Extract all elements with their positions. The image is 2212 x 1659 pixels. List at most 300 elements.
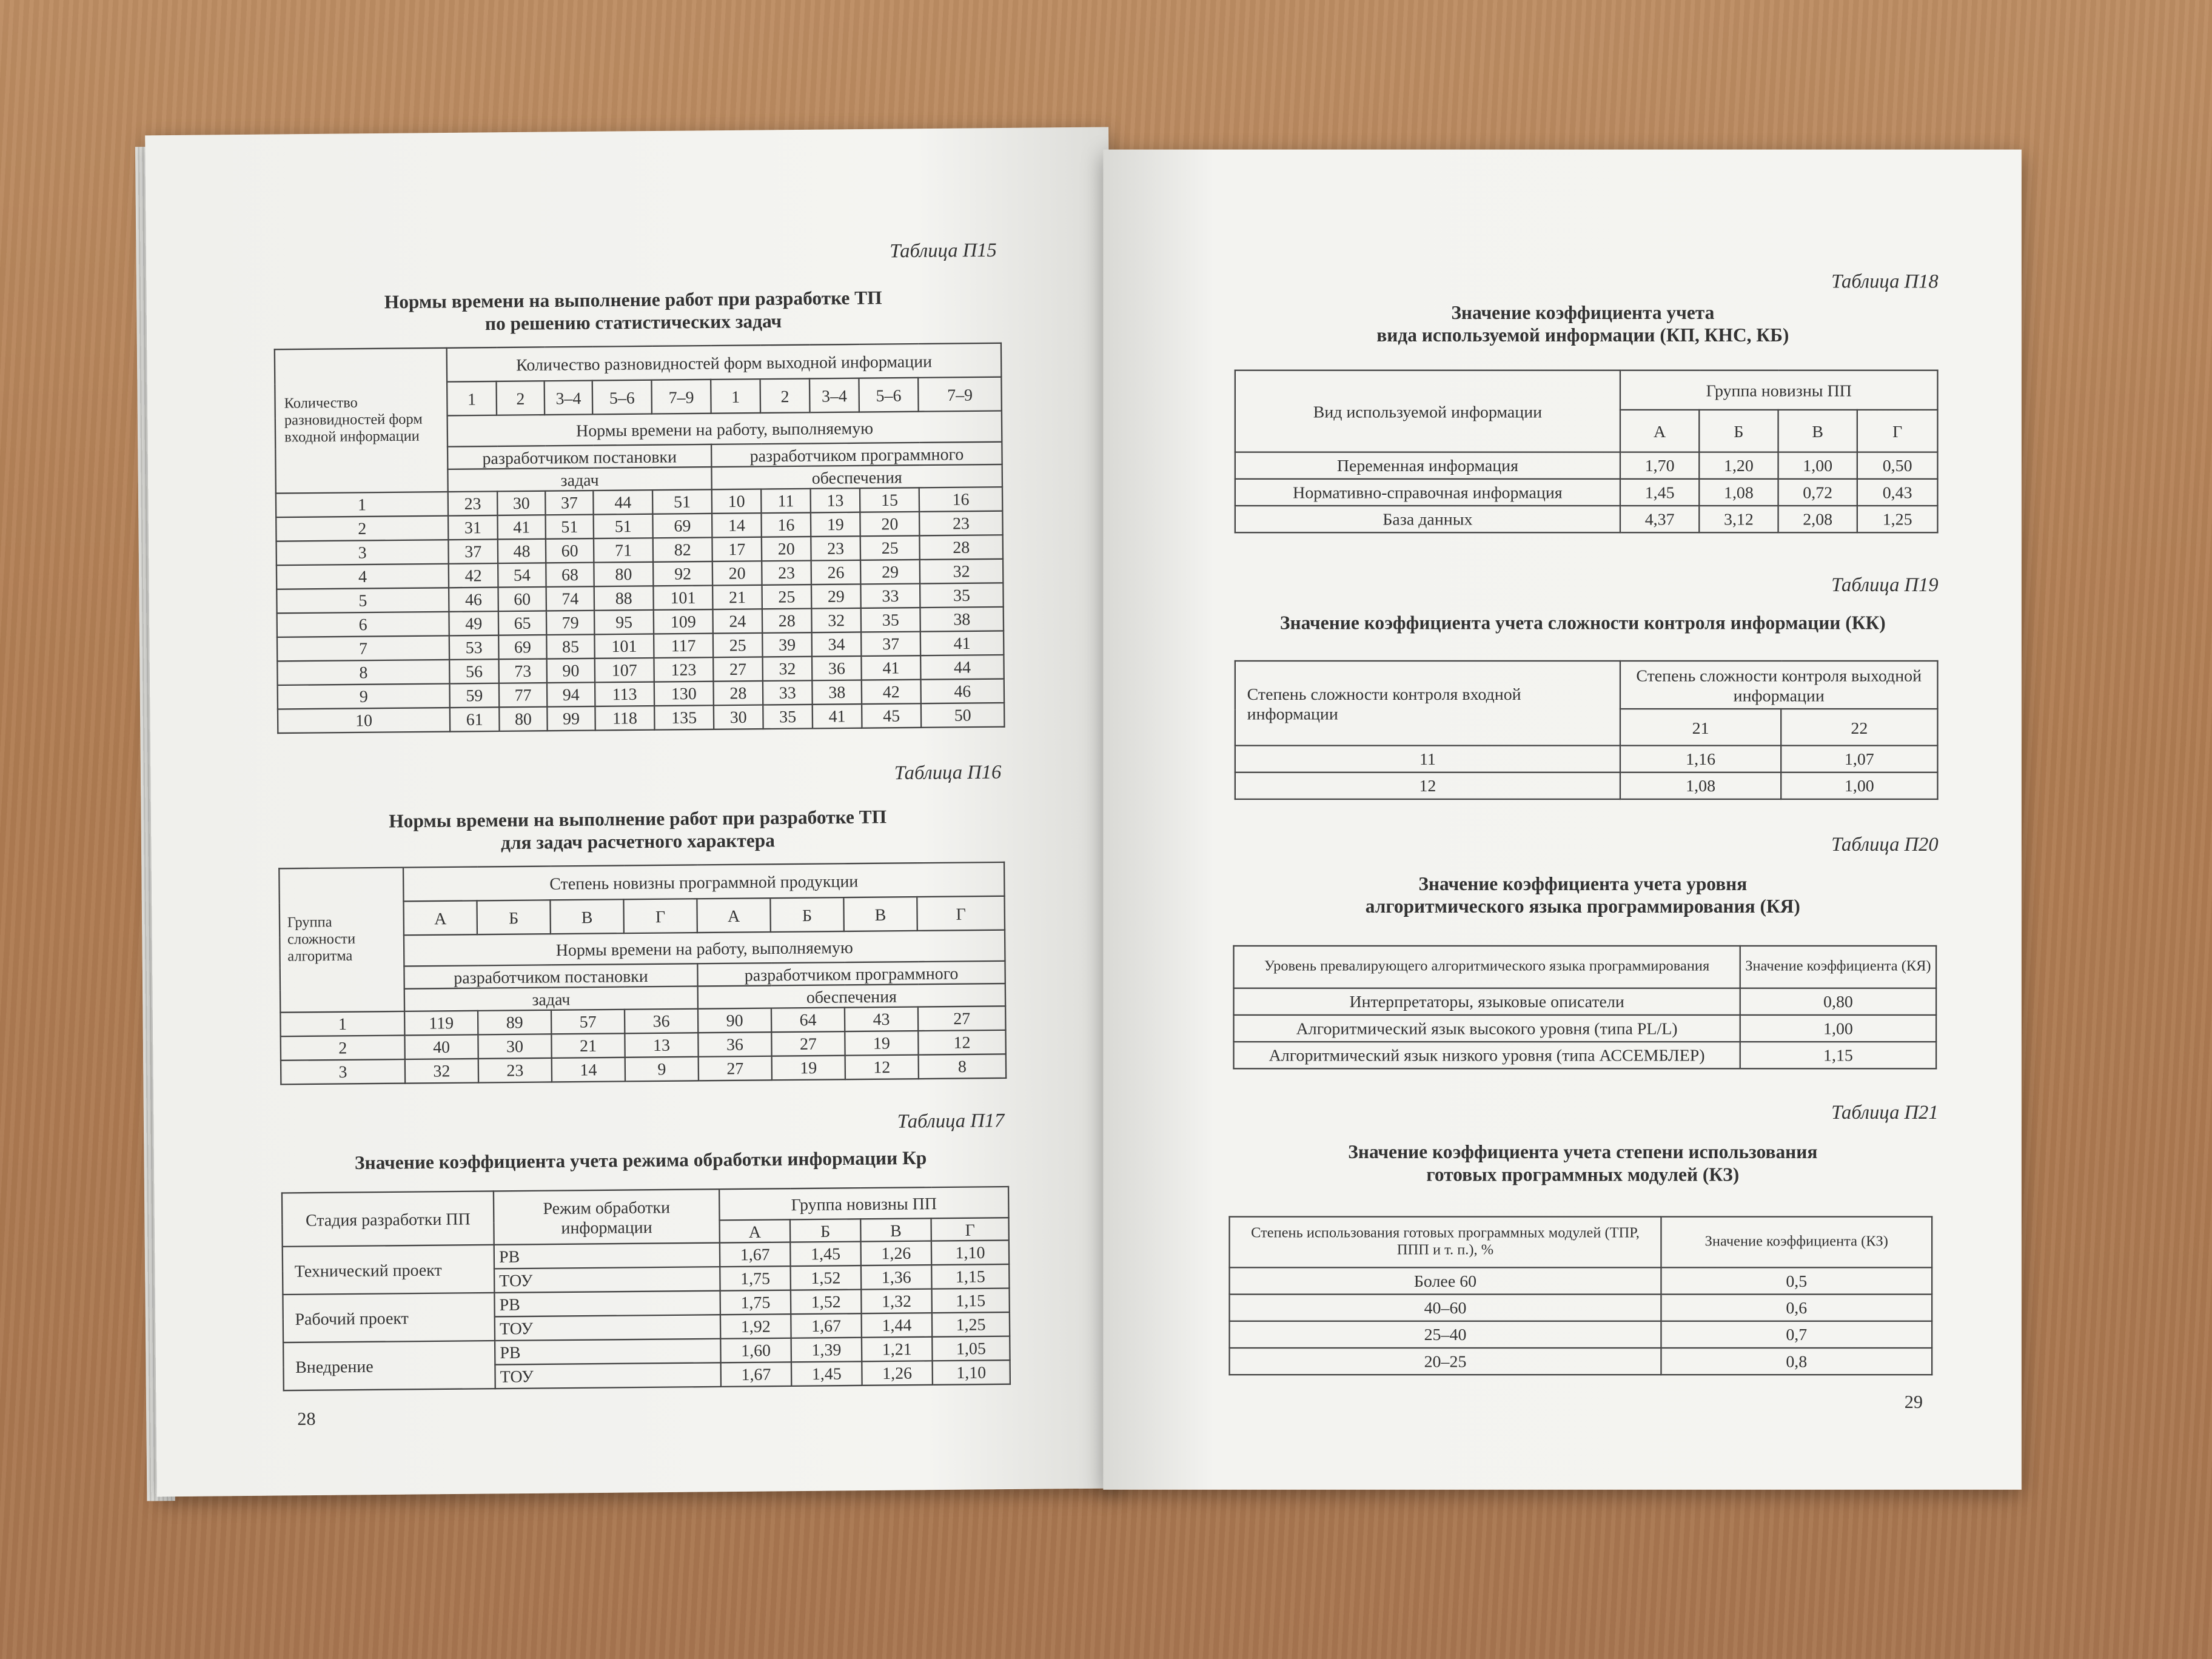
table-cell: 60 bbox=[546, 538, 594, 563]
table-row bbox=[1235, 452, 1938, 479]
table-caption: Таблица П16 bbox=[894, 762, 1002, 785]
table-title: Значение коэффициента учета сложности контроля информации (КК) bbox=[1279, 612, 1886, 634]
header-cell: Стадия разработки ПП bbox=[282, 1191, 494, 1246]
table-row bbox=[1234, 1042, 1937, 1068]
table-cell: 69 bbox=[652, 514, 712, 538]
header-cell: А bbox=[720, 1219, 791, 1242]
table-cell: 28 bbox=[713, 681, 763, 705]
table-cell: 82 bbox=[653, 537, 712, 561]
table-cell: 23 bbox=[762, 561, 811, 585]
table-body bbox=[1230, 1267, 1932, 1375]
table-cell: 1,52 bbox=[791, 1290, 862, 1315]
header-cell: разработчиком постановки bbox=[404, 964, 697, 988]
table-cell: 1,26 bbox=[861, 1241, 932, 1266]
table-cell: 1,45 bbox=[1620, 479, 1699, 506]
table-title: Значение коэффициента учета режима обработки информации Кр bbox=[354, 1147, 927, 1174]
table-cell: 32 bbox=[920, 559, 1004, 584]
header-cell: 3–4 bbox=[809, 378, 859, 413]
table-cell: 5 bbox=[276, 588, 449, 613]
header-cell: Уровень превалирующего алгоритмического языка программирования bbox=[1234, 946, 1740, 988]
table-cell: 23 bbox=[478, 1058, 552, 1083]
header-cell: Группа новизны ПП bbox=[1620, 370, 1937, 410]
table-cell: 51 bbox=[594, 514, 653, 538]
table-cell: 29 bbox=[860, 560, 920, 584]
table-cell: 20 bbox=[762, 537, 811, 561]
table-cell: 20–25 bbox=[1230, 1348, 1661, 1375]
table-cell: 46 bbox=[920, 679, 1004, 704]
table-cell: 1,39 bbox=[791, 1338, 862, 1362]
table-cell: 32 bbox=[811, 608, 861, 632]
table-cell: 50 bbox=[921, 703, 1005, 728]
table-cell: 99 bbox=[547, 706, 595, 731]
table-cell: 30 bbox=[497, 491, 545, 515]
table-cell: 23 bbox=[811, 536, 860, 560]
header-cell: Г bbox=[931, 1218, 1009, 1241]
table-cell: 0,8 bbox=[1661, 1348, 1932, 1375]
table-cell: 40–60 bbox=[1230, 1295, 1661, 1321]
table-cell: 23 bbox=[448, 491, 498, 515]
header-cell: Вид используемой информации bbox=[1235, 370, 1620, 452]
table-cell: 1,32 bbox=[861, 1289, 932, 1314]
table-cell: 7 bbox=[277, 635, 449, 661]
table-cell: 28 bbox=[762, 609, 812, 633]
table-cell: 1,07 bbox=[1781, 746, 1937, 773]
table-cell: 25–40 bbox=[1230, 1321, 1661, 1348]
table-cell: 90 bbox=[698, 1008, 771, 1033]
table-cell: 12 bbox=[1235, 773, 1620, 799]
header-cell: Г bbox=[917, 896, 1005, 931]
table-row bbox=[1235, 773, 1938, 799]
table-cell: 80 bbox=[594, 562, 653, 586]
table-cell: 12 bbox=[918, 1030, 1006, 1055]
header-cell: 2 bbox=[760, 378, 810, 413]
table-caption: Таблица П21 bbox=[1831, 1103, 1939, 1125]
table-row bbox=[1230, 1321, 1932, 1348]
table-caption: Таблица П19 bbox=[1831, 575, 1939, 597]
table-cell: 92 bbox=[653, 561, 712, 586]
header-cell: 7–9 bbox=[651, 380, 711, 414]
table-cell: 1,60 bbox=[720, 1338, 791, 1363]
table-cell: 1,10 bbox=[933, 1360, 1010, 1385]
header-cell: разработчиком программного bbox=[711, 442, 1002, 467]
table-cell: 135 bbox=[654, 705, 714, 729]
table-cell: 1,70 bbox=[1620, 452, 1699, 479]
table-row bbox=[1230, 1295, 1932, 1321]
table-cell: 57 bbox=[551, 1010, 625, 1034]
table-cell: 89 bbox=[478, 1010, 551, 1035]
table-title: Нормы времени на выполнение работ при разработке ТП для задач расчетного характера bbox=[389, 806, 887, 854]
table-cell: 1,44 bbox=[862, 1313, 933, 1338]
data-table bbox=[1233, 945, 1937, 1070]
header-cell: 1 bbox=[711, 379, 760, 414]
header-cell: Степень сложности контроля входной информации bbox=[1235, 661, 1620, 746]
table-row bbox=[1230, 1348, 1932, 1375]
table-cell: 0,50 bbox=[1857, 452, 1938, 479]
table-cell: 41 bbox=[920, 631, 1004, 655]
table-cell: 1,21 bbox=[862, 1337, 933, 1362]
table-cell: 1,52 bbox=[791, 1265, 862, 1290]
table-cell: 1,10 bbox=[931, 1240, 1009, 1265]
table-cell: 1,00 bbox=[1781, 773, 1937, 799]
table-cell: 38 bbox=[812, 680, 862, 705]
table-cell: РВ bbox=[494, 1243, 720, 1269]
table-cell: 1 bbox=[276, 492, 448, 517]
table-cell: 90 bbox=[547, 659, 595, 683]
table-cell: 54 bbox=[498, 563, 546, 587]
table-cell: 6 bbox=[277, 612, 449, 637]
table-cell: РВ bbox=[494, 1291, 720, 1317]
table-cell: 109 bbox=[654, 609, 713, 634]
table-cell: 42 bbox=[862, 680, 921, 704]
table-cell: 27 bbox=[771, 1031, 845, 1056]
table-cell: 59 bbox=[449, 683, 499, 708]
table-cell: 0,72 bbox=[1778, 479, 1857, 506]
table-cell: 26 bbox=[811, 560, 861, 585]
header-cell: Нормы времени на работу, выполняемую bbox=[404, 930, 1005, 967]
table-cell: 2 bbox=[276, 516, 448, 541]
header-cell: Б bbox=[1699, 410, 1778, 452]
table-cell: 12 bbox=[845, 1055, 919, 1080]
table-cell: 27 bbox=[918, 1006, 1006, 1031]
table-cell: 1,75 bbox=[720, 1290, 791, 1315]
table-cell: 23 bbox=[919, 511, 1003, 536]
table-cell: 36 bbox=[698, 1032, 771, 1057]
table-title: Значение коэффициента учета уровня алгоритмического языка программирования (КЯ) bbox=[1365, 873, 1800, 917]
table-cell: 9 bbox=[625, 1057, 699, 1082]
table-cell: 19 bbox=[811, 512, 860, 537]
table-cell: 37 bbox=[861, 632, 920, 656]
table-cell: 14 bbox=[712, 513, 762, 537]
table-cell: 1,75 bbox=[720, 1266, 791, 1291]
header-cell: Значение коэффициента (КЯ) bbox=[1740, 946, 1936, 988]
table-cell: Интерпретаторы, языковые описатели bbox=[1234, 988, 1740, 1015]
table-cell: 20 bbox=[712, 561, 762, 585]
table-caption: Таблица П17 bbox=[897, 1111, 1005, 1134]
table-cell: 85 bbox=[546, 634, 594, 659]
table-cell: Алгоритмический язык высокого уровня (типа PL/L) bbox=[1234, 1015, 1740, 1042]
header-cell: Режим обработки информации bbox=[494, 1189, 720, 1245]
table-cell: 64 bbox=[771, 1008, 845, 1033]
table-body bbox=[283, 1240, 1010, 1390]
header-cell: А bbox=[1620, 410, 1699, 452]
table-cell: База данных bbox=[1235, 506, 1620, 532]
table-row bbox=[1234, 988, 1937, 1015]
table-cell: 45 bbox=[862, 703, 921, 728]
data-table bbox=[278, 862, 1007, 1085]
data-table bbox=[1235, 370, 1939, 534]
table-cell: 68 bbox=[546, 563, 594, 587]
table-caption: Таблица П18 bbox=[1831, 272, 1939, 293]
header-cell: разработчиком постановки bbox=[447, 444, 711, 469]
table-cell: 38 bbox=[920, 607, 1004, 632]
table-cell: 8 bbox=[919, 1054, 1007, 1079]
table-cell: РВ bbox=[495, 1339, 721, 1365]
table-cell: 1,20 bbox=[1699, 452, 1778, 479]
table-row bbox=[1235, 479, 1938, 506]
header-cell: Количество разновидностей форм входной информации bbox=[275, 348, 448, 494]
table-cell: 79 bbox=[546, 611, 594, 635]
table-cell: 44 bbox=[920, 655, 1004, 680]
table-cell: 46 bbox=[449, 588, 498, 612]
table-cell: 27 bbox=[699, 1056, 772, 1081]
table-cell: 1 bbox=[280, 1011, 404, 1036]
header-cell: В bbox=[843, 897, 917, 931]
header-cell: 2 bbox=[497, 381, 545, 415]
table-cell: 4 bbox=[276, 564, 449, 589]
table-body bbox=[1235, 746, 1938, 799]
table-cell: Более 60 bbox=[1230, 1267, 1661, 1294]
table-cell: 71 bbox=[594, 538, 653, 562]
table-cell: 51 bbox=[652, 489, 712, 514]
table-cell: 3 bbox=[281, 1059, 405, 1084]
header-cell: Б bbox=[790, 1219, 861, 1242]
header-cell: Г bbox=[623, 899, 697, 933]
table-cell: 1,67 bbox=[791, 1313, 862, 1338]
data-table bbox=[274, 343, 1005, 734]
table-body bbox=[1235, 452, 1938, 533]
table-cell: 35 bbox=[861, 608, 920, 632]
table-cell: 1,67 bbox=[721, 1362, 792, 1387]
header-cell: обеспечения bbox=[711, 464, 1002, 489]
table-cell: 0,43 bbox=[1857, 479, 1938, 506]
table-cell: 73 bbox=[499, 659, 547, 683]
table-cell: 16 bbox=[919, 487, 1003, 512]
table-cell: 21 bbox=[551, 1033, 625, 1058]
table-cell: 10 bbox=[278, 708, 450, 733]
table-cell: 123 bbox=[654, 657, 713, 682]
table-cell: 42 bbox=[449, 563, 498, 588]
table-cell: 117 bbox=[654, 634, 713, 658]
header-cell: обеспечения bbox=[698, 984, 1006, 1009]
data-table bbox=[1228, 1216, 1932, 1375]
table-cell: 10 bbox=[712, 489, 762, 514]
table-cell: 0,7 bbox=[1661, 1321, 1932, 1348]
table-cell: 80 bbox=[499, 707, 547, 731]
table-cell: 13 bbox=[625, 1033, 698, 1057]
table-cell: 1,16 bbox=[1620, 746, 1781, 773]
table-cell: 1,05 bbox=[932, 1336, 1010, 1361]
table-row bbox=[1234, 1015, 1937, 1042]
table-cell: 1,92 bbox=[720, 1314, 791, 1339]
table-cell: 25 bbox=[860, 535, 920, 560]
table-cell: 130 bbox=[654, 682, 714, 706]
table-cell: 1,00 bbox=[1740, 1015, 1936, 1042]
table-cell: 101 bbox=[594, 634, 654, 658]
table-cell: 0,80 bbox=[1740, 988, 1936, 1015]
table-row bbox=[1230, 1267, 1932, 1294]
table-cell: 41 bbox=[813, 704, 862, 728]
table-cell: 1,67 bbox=[720, 1242, 791, 1267]
table-cell: 1,15 bbox=[931, 1264, 1009, 1289]
header-cell: В bbox=[550, 899, 623, 934]
table-cell: 35 bbox=[920, 583, 1004, 608]
table-cell: 21 bbox=[712, 585, 762, 609]
page-number: 29 bbox=[1904, 1390, 1923, 1412]
table-cell: 61 bbox=[450, 707, 500, 731]
table-cell: 1,08 bbox=[1620, 773, 1781, 799]
header-cell: разработчиком программного bbox=[697, 961, 1005, 987]
table-cell: Нормативно-справочная информация bbox=[1235, 479, 1620, 506]
table-cell: 0,5 bbox=[1661, 1267, 1932, 1294]
header-cell: Группа новизны ПП bbox=[719, 1187, 1008, 1220]
table-cell: 51 bbox=[546, 515, 594, 539]
header-cell: 7–9 bbox=[918, 377, 1002, 412]
table-cell: 101 bbox=[653, 585, 712, 609]
table-cell: 39 bbox=[762, 632, 812, 657]
table-cell: 1,15 bbox=[1740, 1042, 1936, 1068]
table-row bbox=[1235, 506, 1938, 532]
header-cell: В bbox=[1778, 410, 1857, 452]
header-cell: 22 bbox=[1781, 709, 1937, 745]
table-cell: 24 bbox=[712, 609, 762, 633]
table-cell: 1,08 bbox=[1699, 479, 1778, 506]
table-cell: 95 bbox=[594, 610, 654, 634]
table-cell: 30 bbox=[714, 705, 763, 729]
table-cell: 94 bbox=[547, 682, 595, 706]
table-cell: 1,26 bbox=[862, 1361, 933, 1386]
header-cell: Степень новизны программной продукции bbox=[403, 862, 1005, 901]
header-cell: А bbox=[403, 900, 477, 935]
table-caption: Таблица П15 bbox=[890, 241, 997, 263]
header-cell: Степень использования готовых программных модулей (ТПР, ППП и т. п.), % bbox=[1230, 1217, 1661, 1268]
table-cell: 11 bbox=[1235, 746, 1620, 773]
data-table bbox=[1235, 660, 1939, 800]
table-cell: 56 bbox=[449, 659, 499, 683]
table-cell: 16 bbox=[762, 512, 811, 537]
table-cell: Алгоритмический язык низкого уровня (типа АССЕМБЛЕР) bbox=[1234, 1042, 1740, 1068]
table-cell: 119 bbox=[404, 1011, 478, 1036]
table-cell: 107 bbox=[595, 658, 654, 682]
data-table bbox=[281, 1186, 1011, 1392]
table-cell: 44 bbox=[593, 490, 652, 514]
table-cell: 15 bbox=[860, 488, 919, 512]
table-cell: Технический проект bbox=[283, 1245, 495, 1295]
table-cell: 3,12 bbox=[1699, 506, 1778, 532]
table-cell: 43 bbox=[845, 1007, 918, 1032]
header-cell: Б bbox=[770, 897, 843, 932]
table-cell: 32 bbox=[405, 1059, 478, 1084]
table-cell: 11 bbox=[761, 489, 811, 513]
header-cell: Количество разновидностей форм выходной информации bbox=[447, 343, 1002, 382]
header-cell: Б bbox=[477, 900, 550, 934]
table-cell: 1,15 bbox=[932, 1289, 1010, 1313]
table-caption: Таблица П20 bbox=[1831, 835, 1939, 857]
table-cell: 19 bbox=[845, 1031, 918, 1056]
header-cell: 5–6 bbox=[859, 378, 918, 412]
table-row bbox=[1235, 746, 1938, 773]
table-cell: 60 bbox=[498, 587, 546, 611]
header-cell: 3–4 bbox=[545, 381, 593, 415]
table-cell: 1,36 bbox=[861, 1265, 932, 1290]
table-cell: 118 bbox=[595, 706, 654, 730]
table-cell: 33 bbox=[860, 584, 920, 608]
table-cell: 41 bbox=[497, 515, 545, 539]
table-cell: 2 bbox=[281, 1035, 405, 1060]
table-cell: 20 bbox=[860, 512, 919, 536]
header-cell: Г bbox=[1857, 410, 1938, 452]
table-cell: 33 bbox=[763, 680, 813, 705]
table-cell: 34 bbox=[812, 632, 862, 656]
header-cell: Нормы времени на работу, выполняемую bbox=[447, 411, 1002, 446]
table-body bbox=[1234, 988, 1937, 1069]
table-cell: 14 bbox=[552, 1057, 625, 1082]
table-cell: 113 bbox=[595, 682, 654, 706]
table-cell: 41 bbox=[861, 655, 920, 680]
header-cell: 5–6 bbox=[592, 380, 652, 415]
table-cell: 40 bbox=[404, 1034, 478, 1059]
table-cell: Переменная информация bbox=[1235, 452, 1620, 479]
table-cell: 88 bbox=[594, 586, 654, 610]
table-title: Значение коэффициента учета степени использования готовых программных модулей (КЗ) bbox=[1348, 1141, 1818, 1185]
table-cell: 77 bbox=[499, 683, 547, 707]
table-cell: 19 bbox=[772, 1056, 845, 1081]
table-cell: 8 bbox=[277, 660, 449, 685]
table-cell: 1,45 bbox=[790, 1242, 861, 1267]
header-cell: В bbox=[860, 1218, 931, 1241]
table-cell: 48 bbox=[498, 539, 546, 563]
table-cell: 30 bbox=[478, 1034, 551, 1059]
header-cell: задач bbox=[447, 467, 711, 492]
table-cell: 49 bbox=[449, 611, 498, 635]
table-title: Нормы времени на выполнение работ при разработке ТП по решению статистических задач bbox=[384, 287, 882, 335]
table-body bbox=[276, 487, 1005, 733]
table-cell: 36 bbox=[625, 1009, 698, 1034]
table-cell: 74 bbox=[546, 586, 594, 611]
table-cell: 1,25 bbox=[932, 1312, 1010, 1337]
header-cell: Степень сложности контроля выходной информации bbox=[1620, 661, 1937, 709]
table-cell: ТОУ bbox=[495, 1362, 721, 1389]
header-cell: Значение коэффициента (КЗ) bbox=[1661, 1217, 1932, 1268]
table-cell: 65 bbox=[498, 611, 546, 635]
table-cell: 32 bbox=[763, 657, 813, 681]
table-cell: 36 bbox=[812, 656, 862, 680]
table-cell: 1,25 bbox=[1857, 506, 1938, 532]
table-cell: 28 bbox=[919, 535, 1003, 560]
table-cell: 0,6 bbox=[1661, 1295, 1932, 1321]
table-cell: 1,45 bbox=[791, 1361, 862, 1386]
table-cell: 1,00 bbox=[1778, 452, 1857, 479]
table-cell: Внедрение bbox=[283, 1341, 495, 1390]
table-cell: 35 bbox=[763, 705, 813, 729]
header-cell: А bbox=[697, 898, 770, 933]
table-cell: 9 bbox=[278, 683, 450, 709]
left-page bbox=[145, 127, 1121, 1496]
page-number: 28 bbox=[297, 1407, 316, 1429]
table-cell: 25 bbox=[762, 585, 812, 609]
table-cell: 17 bbox=[712, 537, 762, 561]
table-cell: 13 bbox=[811, 488, 860, 512]
header-cell: 1 bbox=[447, 381, 497, 416]
table-cell: Рабочий проект bbox=[283, 1293, 495, 1342]
table-cell: 69 bbox=[498, 635, 546, 659]
header-cell: задач bbox=[404, 986, 698, 1011]
header-cell: 21 bbox=[1620, 709, 1781, 745]
table-cell: 25 bbox=[713, 633, 763, 657]
table-cell: 27 bbox=[713, 657, 763, 681]
table-cell: 2,08 bbox=[1778, 506, 1857, 532]
table-cell: 37 bbox=[448, 539, 498, 563]
table-cell: 31 bbox=[448, 515, 498, 540]
table-body bbox=[280, 1006, 1006, 1084]
table-cell: 29 bbox=[811, 584, 861, 608]
table-cell: 53 bbox=[449, 635, 499, 660]
table-title: Значение коэффициента учета вида используемой информации (КП, КНС, КБ) bbox=[1376, 301, 1789, 346]
right-page bbox=[1103, 150, 2022, 1490]
table-cell: 37 bbox=[545, 491, 593, 515]
table-cell: 4,37 bbox=[1620, 506, 1699, 532]
table-cell: 3 bbox=[276, 540, 449, 565]
header-cell: Группа сложности алгоритма bbox=[279, 868, 404, 1013]
